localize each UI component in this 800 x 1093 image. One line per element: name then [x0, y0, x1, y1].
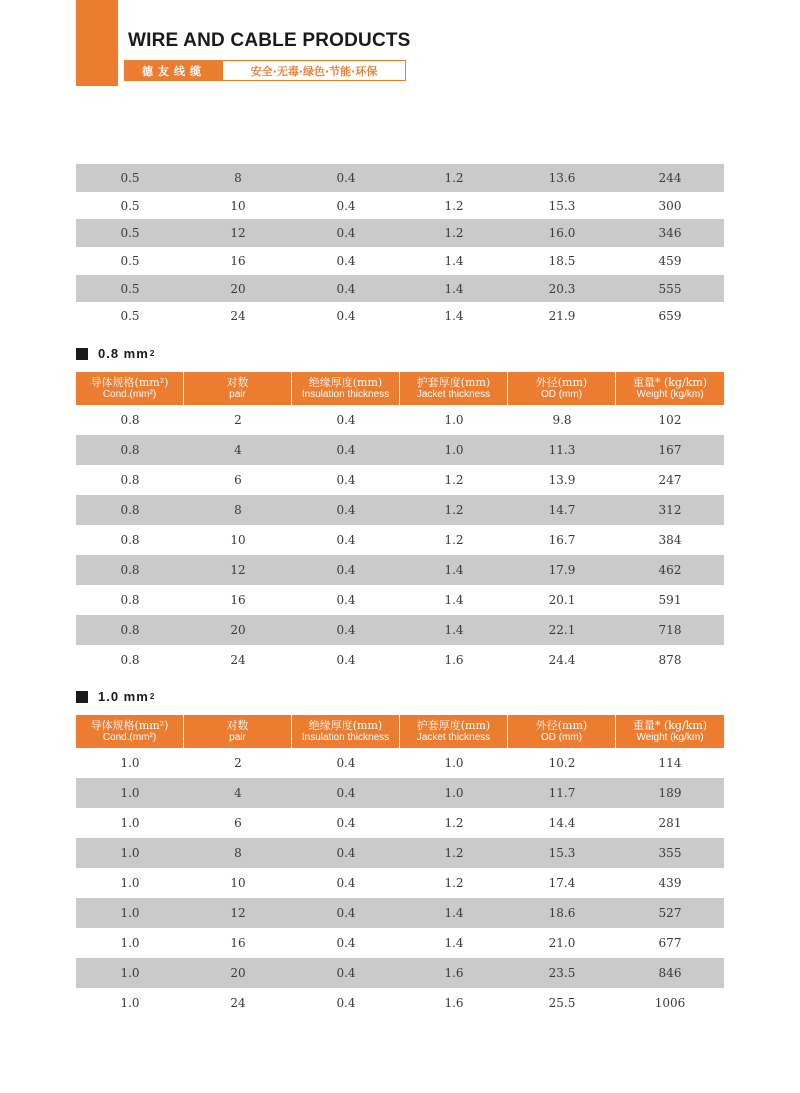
- table-cell: 0.8: [76, 435, 184, 465]
- table-row: [76, 495, 724, 525]
- table-cell: 14.7: [508, 495, 616, 525]
- table-cell: 15.3: [508, 838, 616, 868]
- table-cell: 1.0: [120, 876, 140, 890]
- column-header-en: Weight (kg/km): [636, 732, 704, 743]
- table-cell: 0.4: [336, 816, 356, 830]
- brand-bar: [124, 60, 406, 81]
- column-header-cn: 导体规格(mm²): [90, 376, 169, 389]
- table-cell: 0.4: [336, 876, 356, 890]
- column-header-en: pair: [229, 389, 246, 400]
- table-row: [76, 525, 724, 555]
- table-cell: 0.4: [292, 435, 400, 465]
- column-header-cn: 护套厚度(mm): [416, 376, 491, 389]
- table-row: [76, 898, 724, 928]
- table-cell: 9.8: [552, 413, 572, 427]
- table-cell: 0.5: [120, 309, 140, 324]
- table-cell: 6: [234, 816, 242, 830]
- table-cell: 1.0: [120, 816, 140, 830]
- table-cell: 591: [658, 593, 682, 607]
- table-cell: 11.7: [508, 778, 616, 808]
- table-cell: 0.4: [336, 593, 356, 607]
- table-row: [76, 988, 724, 1018]
- table-header-row: [76, 372, 724, 405]
- column-header-cn: 绝缘厚度(mm): [308, 376, 383, 389]
- table-cell: 0.8: [120, 593, 140, 607]
- table-cell: 0.4: [292, 615, 400, 645]
- column-header-en: OD (mm): [540, 389, 583, 400]
- table-cell: 1.0: [400, 778, 508, 808]
- table-cell: 2: [234, 413, 242, 427]
- column-header-cn: 护套厚度(mm): [416, 719, 491, 732]
- table-cell: 16.0: [508, 219, 616, 247]
- table-cell: 1.0: [120, 756, 140, 770]
- column-header: [400, 715, 508, 748]
- table-cell: 1.0: [76, 838, 184, 868]
- table-cell: 0.4: [292, 495, 400, 525]
- table-cell: 0.8: [76, 555, 184, 585]
- table-cell: 1.0: [76, 958, 184, 988]
- table-cell: 10: [230, 198, 246, 213]
- table-cell: 1.2: [400, 838, 508, 868]
- table-cell: 1.0: [76, 778, 184, 808]
- column-header: [508, 715, 616, 748]
- column-header: [184, 715, 292, 748]
- table-cell: 0.4: [336, 533, 356, 547]
- column-header: [508, 372, 616, 405]
- table-body: [76, 748, 724, 1018]
- table-cell: 1.6: [444, 653, 464, 667]
- table-row: [76, 748, 724, 778]
- table-cell: 300: [658, 198, 682, 213]
- table-cell: 20.1: [548, 593, 576, 607]
- table-cell: 20: [184, 615, 292, 645]
- table-cell: 0.4: [292, 219, 400, 247]
- table-row: [76, 838, 724, 868]
- table-cell: 0.4: [336, 413, 356, 427]
- column-header: [616, 372, 724, 405]
- table-cell: 16: [230, 593, 246, 607]
- table-cell: 0.8: [120, 533, 140, 547]
- table-cell: 2: [234, 756, 242, 770]
- table-body: [76, 164, 724, 330]
- column-header: [400, 372, 508, 405]
- column-header-cn: 绝缘厚度(mm): [308, 719, 383, 732]
- table-cell: 18.6: [508, 898, 616, 928]
- table-cell: 102: [658, 413, 682, 427]
- table-cell: 18.5: [548, 253, 576, 268]
- table-row: [76, 405, 724, 435]
- column-header-en: Cond.(mm²): [102, 389, 157, 400]
- table-cell: 1.0: [76, 898, 184, 928]
- table-row: [76, 465, 724, 495]
- table-cell: 439: [658, 876, 682, 890]
- table-row: [76, 555, 724, 585]
- table-cell: 0.4: [336, 253, 356, 268]
- table-cell: 0.5: [76, 219, 184, 247]
- section-title-text: 0.8 mm: [98, 346, 149, 361]
- table-cell: 1.6: [400, 958, 508, 988]
- table-cell: 1.4: [400, 615, 508, 645]
- column-header: [616, 715, 724, 748]
- section-title-text: 1.0 mm: [98, 689, 149, 704]
- table-cell: 1006: [654, 996, 686, 1010]
- section-title-0-8: [76, 346, 155, 361]
- table-cell: 0.5: [76, 275, 184, 303]
- table-cell: 0.4: [292, 838, 400, 868]
- header-accent-bar: [76, 0, 118, 86]
- table-cell: 1.4: [400, 275, 508, 303]
- unit-superscript: 2: [149, 692, 156, 701]
- column-header-en: Weight (kg/km): [636, 389, 704, 400]
- table-cell: 17.4: [548, 876, 576, 890]
- section-marker-icon: [76, 348, 88, 360]
- table-cell: 1.4: [444, 936, 464, 950]
- table-cell: 1.0: [120, 996, 140, 1010]
- table-cell: 0.4: [292, 555, 400, 585]
- table-cell: 878: [658, 653, 682, 667]
- table-cell: 0.4: [336, 996, 356, 1010]
- table-cell: 21.0: [548, 936, 576, 950]
- table-cell: 0.5: [76, 164, 184, 192]
- table-cell: 1.2: [444, 473, 464, 487]
- table-cell: 0.8: [76, 495, 184, 525]
- table-cell: 12: [184, 898, 292, 928]
- table-cell: 189: [616, 778, 724, 808]
- table-cell: 8: [184, 164, 292, 192]
- table-cell: 1.2: [400, 495, 508, 525]
- table-cell: 13.9: [548, 473, 576, 487]
- column-header-cn: 导体规格(mm²): [90, 719, 169, 732]
- table-cell: 17.9: [508, 555, 616, 585]
- table-header-row: [76, 715, 724, 748]
- column-header-en: Cond.(mm²): [102, 732, 157, 743]
- table-row: [76, 585, 724, 615]
- table-cell: 4: [184, 435, 292, 465]
- column-header-en: Insulation thickness: [301, 732, 390, 743]
- table-cell: 16.7: [548, 533, 576, 547]
- table-cell: 8: [184, 838, 292, 868]
- column-header-cn: 对数: [226, 376, 249, 389]
- table-cell: 10.2: [548, 756, 576, 770]
- table-cell: 0.4: [292, 164, 400, 192]
- page-title: WIRE AND CABLE PRODUCTS: [128, 30, 411, 51]
- table-cell: 1.6: [444, 996, 464, 1010]
- table-cell: 25.5: [548, 996, 576, 1010]
- column-header: [76, 715, 184, 748]
- column-header-en: pair: [229, 732, 246, 743]
- spec-table-0-8: [76, 372, 724, 675]
- table-cell: 0.8: [120, 413, 140, 427]
- table-cell: 1.4: [444, 593, 464, 607]
- table-cell: 14.4: [548, 816, 576, 830]
- column-header-en: Jacket thickness: [416, 389, 491, 400]
- table-cell: 24.4: [548, 653, 576, 667]
- column-header-en: OD (mm): [540, 732, 583, 743]
- table-cell: 24: [230, 996, 246, 1010]
- table-cell: 1.4: [444, 309, 464, 324]
- table-cell: 462: [616, 555, 724, 585]
- spec-table-1-0: [76, 715, 724, 1018]
- table-row: [76, 247, 724, 275]
- table-cell: 12: [184, 555, 292, 585]
- table-cell: 0.4: [292, 275, 400, 303]
- table-cell: 527: [616, 898, 724, 928]
- table-cell: 677: [658, 936, 682, 950]
- table-row: [76, 615, 724, 645]
- table-cell: 1.4: [400, 898, 508, 928]
- column-header-en: Jacket thickness: [416, 732, 491, 743]
- table-cell: 16: [230, 936, 246, 950]
- table-cell: 21.9: [548, 309, 576, 324]
- table-cell: 459: [658, 253, 682, 268]
- table-cell: 0.4: [292, 898, 400, 928]
- table-cell: 1.2: [444, 198, 464, 213]
- table-row: [76, 868, 724, 898]
- table-cell: 718: [616, 615, 724, 645]
- column-header-cn: 重量* (kg/km): [632, 719, 708, 732]
- table-cell: 0.4: [292, 778, 400, 808]
- column-header: [292, 715, 400, 748]
- unit-superscript: 2: [149, 349, 156, 358]
- table-cell: 0.5: [120, 198, 140, 213]
- table-cell: 1.2: [400, 164, 508, 192]
- table-cell: 1.4: [400, 555, 508, 585]
- table-cell: 0.4: [336, 936, 356, 950]
- table-cell: 0.8: [120, 473, 140, 487]
- table-cell: 346: [616, 219, 724, 247]
- table-cell: 0.8: [120, 653, 140, 667]
- table-row: [76, 958, 724, 988]
- table-cell: 4: [184, 778, 292, 808]
- column-header-cn: 外径(mm): [535, 376, 588, 389]
- table-cell: 1.0: [444, 413, 464, 427]
- section-title-1-0: [76, 689, 155, 704]
- table-cell: 384: [658, 533, 682, 547]
- table-cell: 16: [230, 253, 246, 268]
- table-cell: 1.0: [444, 756, 464, 770]
- table-row: [76, 275, 724, 303]
- table-cell: 12: [184, 219, 292, 247]
- table-cell: 0.4: [336, 653, 356, 667]
- table-row: [76, 808, 724, 838]
- table-cell: 0.8: [76, 615, 184, 645]
- table-cell: 846: [616, 958, 724, 988]
- table-cell: 8: [184, 495, 292, 525]
- table-cell: 114: [658, 756, 682, 770]
- table-row: [76, 192, 724, 220]
- table-cell: 312: [616, 495, 724, 525]
- table-cell: 0.4: [336, 756, 356, 770]
- table-cell: 23.5: [508, 958, 616, 988]
- table-row: [76, 778, 724, 808]
- table-cell: 0.5: [120, 253, 140, 268]
- brand-slogan: 安全·无毒·绿色·节能·环保: [250, 64, 378, 78]
- table-cell: 13.6: [508, 164, 616, 192]
- table-cell: 281: [658, 816, 682, 830]
- column-header: [184, 372, 292, 405]
- table-cell: 6: [234, 473, 242, 487]
- table-cell: 0.4: [336, 473, 356, 487]
- table-cell: 22.1: [508, 615, 616, 645]
- table-cell: 1.2: [400, 219, 508, 247]
- column-header: [76, 372, 184, 405]
- table-row: [76, 219, 724, 247]
- table-cell: 0.4: [336, 198, 356, 213]
- column-header: [292, 372, 400, 405]
- spec-table-0-5: [76, 164, 724, 330]
- table-cell: 0.4: [336, 309, 356, 324]
- table-cell: 1.0: [400, 435, 508, 465]
- table-row: [76, 302, 724, 330]
- column-header-cn: 对数: [226, 719, 249, 732]
- table-cell: 10: [230, 533, 246, 547]
- table-cell: 0.4: [292, 958, 400, 988]
- table-cell: 244: [616, 164, 724, 192]
- table-cell: 1.2: [444, 533, 464, 547]
- table-row: [76, 435, 724, 465]
- table-row: [76, 645, 724, 675]
- table-cell: 167: [616, 435, 724, 465]
- table-cell: 20.3: [508, 275, 616, 303]
- table-cell: 11.3: [508, 435, 616, 465]
- column-header-cn: 外径(mm): [535, 719, 588, 732]
- table-cell: 1.2: [444, 876, 464, 890]
- table-cell: 355: [616, 838, 724, 868]
- table-cell: 659: [658, 309, 682, 324]
- table-body: [76, 405, 724, 675]
- table-cell: 24: [230, 309, 246, 324]
- table-cell: 555: [616, 275, 724, 303]
- column-header-cn: 重量* (kg/km): [632, 376, 708, 389]
- brand-name: 德友线缆: [125, 61, 223, 80]
- table-cell: 247: [658, 473, 682, 487]
- table-cell: 10: [230, 876, 246, 890]
- table-cell: 24: [230, 653, 246, 667]
- table-cell: 1.0: [120, 936, 140, 950]
- table-cell: 1.2: [444, 816, 464, 830]
- table-cell: 15.3: [548, 198, 576, 213]
- table-cell: 20: [184, 958, 292, 988]
- table-row: [76, 928, 724, 958]
- table-cell: 20: [184, 275, 292, 303]
- section-marker-icon: [76, 691, 88, 703]
- column-header-en: Insulation thickness: [301, 389, 390, 400]
- table-row: [76, 164, 724, 192]
- table-cell: 1.4: [444, 253, 464, 268]
